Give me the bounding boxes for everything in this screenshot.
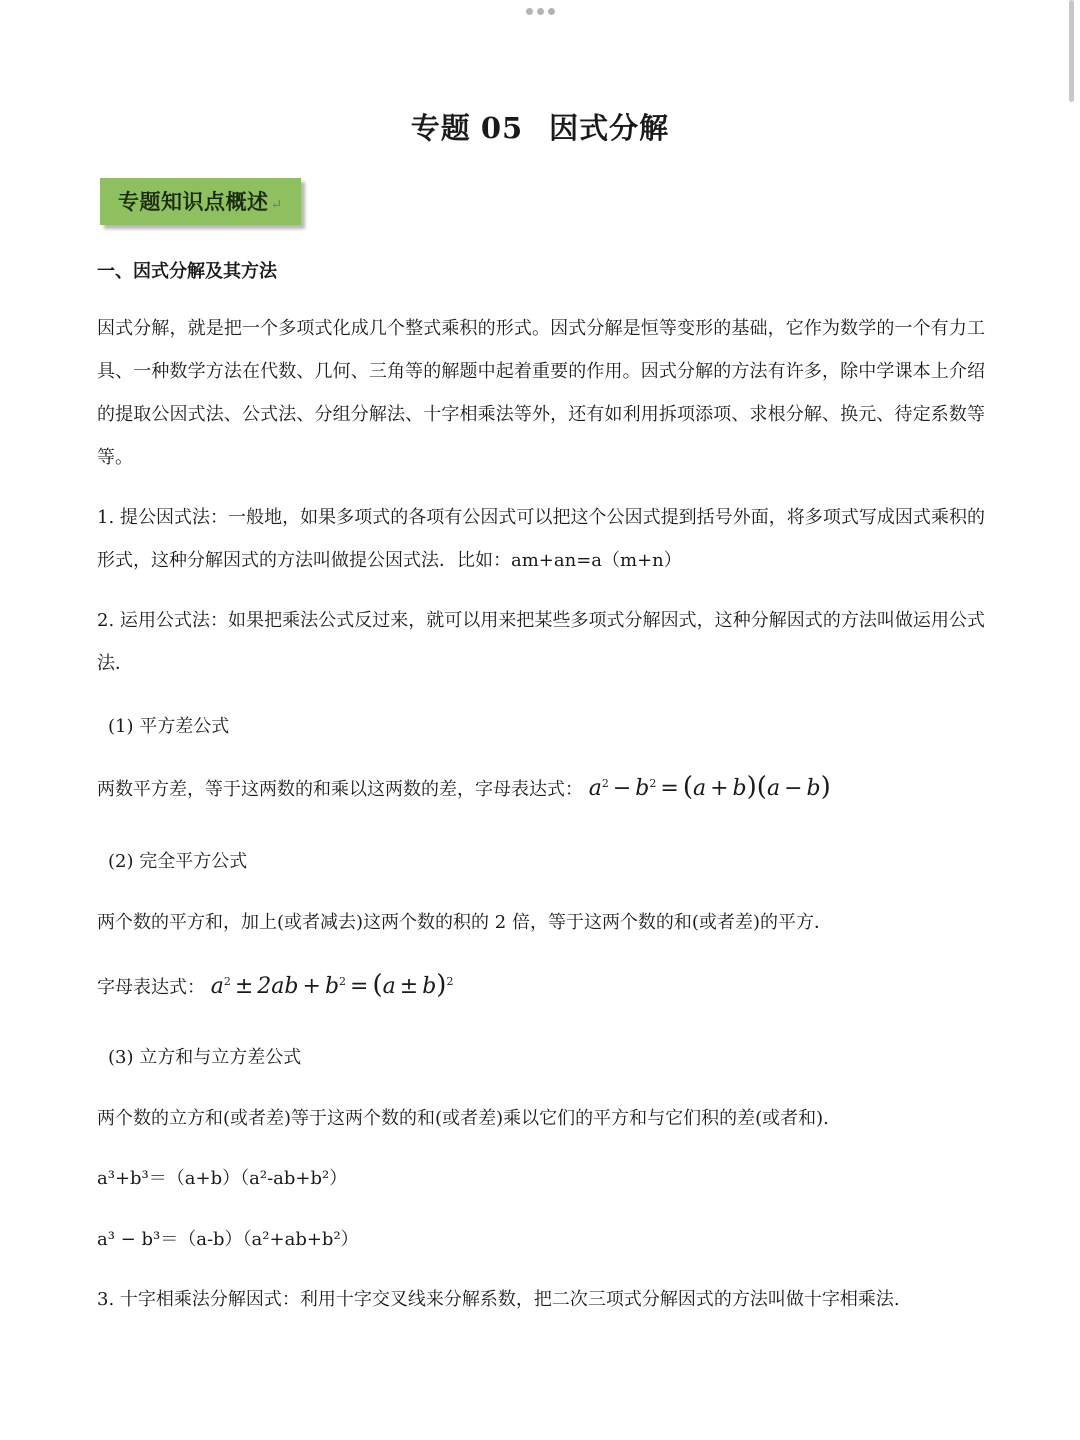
- return-mark-icon: ↵: [270, 197, 283, 213]
- perfect-square-desc: 两个数的平方和，加上(或者减去)这两个数的积的 2 倍，等于这两个数的和(或者差)的平方．: [97, 912, 832, 933]
- title-name: 因式分解: [549, 111, 670, 145]
- method3-paragraph: 3. 十字相乘法分解因式：利用十字交叉线来分解系数，把二次三项式分解因式的方法叫做十字相乘法.: [97, 1289, 900, 1310]
- subsection-difference-of-squares: (1) 平方差公式: [108, 716, 230, 737]
- difference-of-cubes-formula: a³ − b³＝（a-b）（a²+ab+b²）: [97, 1229, 359, 1250]
- subsection-cubes: (3) 立方和与立方差公式: [108, 1047, 302, 1068]
- intro-paragraph: 因式分解，就是把一个多项式化成几个整式乘积的形式。因式分解是恒等变形的基础，它作为数学的一个有力工具、一种数学方法在代数、几何、三角等的解题中起着重要的作用。因式分解的方法有许多，除中学课本上介绍的提取公因式法、公式法、分组分解法、十字相乘法等外，还有如利用拆项添项、求根分解、换元、待定系数等等。: [97, 318, 985, 468]
- badge-label: 专题知识点概述: [118, 189, 269, 214]
- section-badge: [100, 178, 301, 225]
- difference-of-squares-desc: 两数平方差，等于这两数的和乘以这两数的差，字母表达式：: [97, 779, 583, 800]
- method2-paragraph: 2. 运用公式法：如果把乘法公式反过来，就可以用来把某些多项式分解因式，这种分解因式的方法叫做运用公式法．: [97, 610, 985, 674]
- subsection-perfect-square: (2) 完全平方公式: [108, 851, 248, 872]
- title-number: 05: [480, 111, 524, 145]
- page-title: [0, 106, 1080, 147]
- cubes-desc: 两个数的立方和(或者差)等于这两个数的和(或者差)乘以它们的平方和与它们积的差(或者和).: [97, 1108, 829, 1129]
- method1-paragraph: 1. 提公因式法：一般地，如果多项式的各项有公因式可以把这个公因式提到括号外面，将多项式写成因式乘积的形式，这种分解因式的方法叫做提公因式法．比如：am+an=a（m+n）: [97, 507, 985, 571]
- perfect-square-formula: $a^2 \pm 2ab + b^2 = (a \pm b)^2$: [210, 970, 454, 1000]
- perfect-square-label: 字母表达式：: [97, 977, 205, 998]
- title-prefix: 专题: [410, 111, 471, 145]
- difference-of-squares-line: [97, 772, 831, 802]
- sum-of-cubes-formula: a³+b³＝（a+b）（a²-ab+b²）: [97, 1168, 348, 1189]
- perfect-square-line: [97, 970, 453, 1000]
- difference-of-squares-formula: $a^2 - b^2 = (a + b)(a - b)$: [588, 772, 831, 802]
- section-heading: 一、因式分解及其方法: [97, 261, 277, 282]
